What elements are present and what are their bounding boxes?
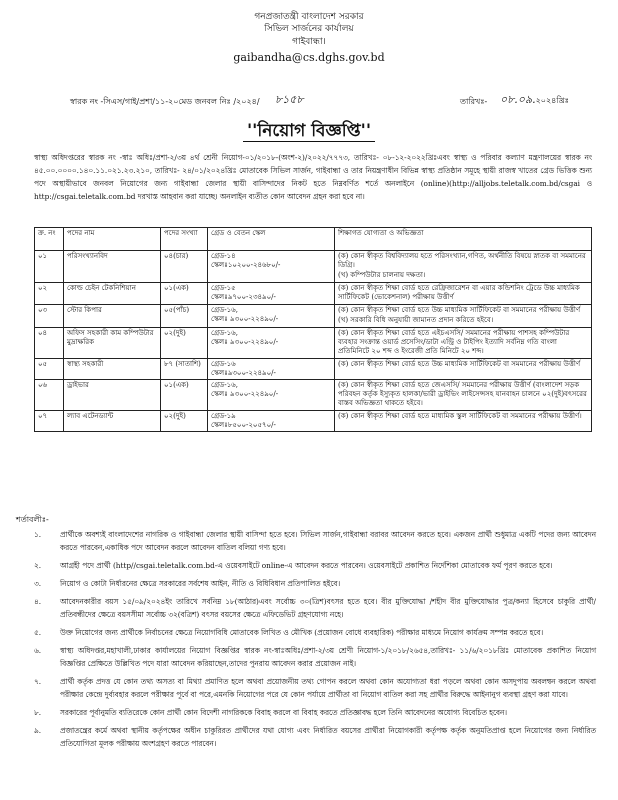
condition-item <box>34 559 596 572</box>
date-handwritten: ০৮.০৯.২০২৪খ্রিঃ <box>500 93 569 106</box>
row-serial: ০২ <box>35 283 64 305</box>
condition-item <box>34 706 596 719</box>
condition-number: ৮. <box>34 708 42 717</box>
qualification-item: (খ) কম্পিউটার চালনায় দক্ষতা। <box>338 271 426 279</box>
table-row <box>35 359 592 380</box>
condition-text: নিয়োগ ও কোটা নির্ধারনের ক্ষেত্রে সরকারের সর্বশেষ আইন, নীতি ও বিধিবিধান প্রতিপালিত হইবে। <box>60 579 341 588</box>
office-location: গাইবান্ধা। <box>292 37 326 47</box>
condition-text: প্রজাতন্ত্রের কর্মে অথবা স্থানীয় কর্তৃপক্ষের অধীন চাকুরিরত প্রার্থীদের যথা যোগ্য এবং নির্ধারিত বয়সের প্রার্থীরা নিয়োগকারী কর্তৃপক্ষ কর্তৃক অনুমতিপ্রাপ্ত হলে নিয়োগের জন্য নির্ধারিত প্রতিযোগিতা মূলক পরীক্ষায় অংশগ্রহণ করতে পারবেন। <box>60 726 596 748</box>
govt-name: গনপ্রজাতন্ত্রী বাংলাদেশ সরকার <box>254 12 364 22</box>
condition-number: ৯. <box>34 726 42 735</box>
qualification-item: (ক) কোন স্বীকৃত শিক্ষা বোর্ড হতে মাধ্যমিক স্কুল সার্টিফিকেট বা সমমানের পরীক্ষায় উত্তীর্ণ। <box>338 412 582 420</box>
condition-item <box>34 675 596 701</box>
condition-number: ৭. <box>34 677 42 686</box>
office-email: gaibandha@cs.dghs.gov.bd <box>233 51 385 64</box>
row-scale: স্কেলঃ৯৩০০-২২৪৯০/- <box>211 369 276 377</box>
condition-text: সরকারের পূর্বানুমতি ব্যতিরেকে কোন প্রার্থী কোন বিদেশী নাগরিককে বিবাহ করলে বা বিবাহ করতে প্রতিজ্ঞাবদ্ধ হলে তিনি আবেদনের অযোগ্য বিবেচিত হবেন। <box>60 708 507 717</box>
row-serial: ০৭ <box>35 411 64 432</box>
row-grade: গ্রেড-১৬, <box>211 329 238 337</box>
row-grade-scale <box>208 359 335 380</box>
row-post-count: ৮৭ (সাতাশি) <box>161 359 208 380</box>
row-serial: ০১ <box>35 251 64 283</box>
row-serial: ০৩ <box>35 305 64 328</box>
qualification-item: (ক) কোন স্বীকৃত শিক্ষা বোর্ড হতে রেফ্রিজারেশন বা এয়ার কন্ডিশনিং ট্রেডে উচ্চ মাধ্যমিক সার্টিফিকেট (ভোকেশনাল) পরীক্ষায় উত্তীর্ণ <box>338 284 580 301</box>
row-post-name: কোল্ড চেইন টেকনিশিয়ান <box>64 283 161 305</box>
row-serial: ০৫ <box>35 359 64 380</box>
row-grade-scale <box>208 283 335 305</box>
row-post-count: ০৪(চার) <box>161 251 208 283</box>
condition-item <box>34 644 596 670</box>
table-row <box>35 283 592 305</box>
table-row <box>35 305 592 328</box>
condition-number: ২. <box>34 561 42 570</box>
condition-text: আগ্রহী পদে প্রার্থী (http//csgai.teletalk.com.bd-এ ওয়েবসাইটে online-এ আবেদন করতে পারবেন। ওয়েবসাইটে প্রকাশিত নির্দেশিকা মোতাবেক ফর্ম পূরণ করতে হবে। <box>60 561 553 570</box>
qualification-item: (খ) সরকারি বিধি অনুযায়ী জামানত প্রদান করিতে হইবে। <box>338 316 494 324</box>
row-qualification <box>335 359 592 380</box>
table-row <box>35 328 592 359</box>
row-qualification <box>335 380 592 411</box>
condition-number: ৪. <box>34 597 42 606</box>
row-grade-scale <box>208 380 335 411</box>
qualification-item: (ক) কোন স্বীকৃত বিশ্ববিদ্যালয় হতে পরিসংখ্যান,গণিত, অর্থনীতি বিষয়ে স্নাতক বা সমমানের ডিগ্রি। <box>338 252 586 269</box>
condition-number: ৫. <box>34 628 42 637</box>
table-header-row <box>35 228 592 251</box>
col-qualification: শিক্ষাগত যোগ্যতা ও অভিজ্ঞতা <box>335 228 592 251</box>
posts-table <box>34 227 592 432</box>
row-grade: গ্রেড-১৬, <box>211 306 238 314</box>
col-post-name: পদের নাম <box>64 228 161 251</box>
row-post-count: ০২(দুই) <box>161 411 208 432</box>
row-grade-scale <box>208 328 335 359</box>
row-serial: ০৪ <box>35 328 64 359</box>
conditions-list <box>34 528 596 755</box>
row-grade-scale <box>208 251 335 283</box>
condition-item <box>34 528 596 554</box>
condition-text: প্রার্থী কর্তৃক প্রদত্ত যে কোন তথ্য অসত্য বা মিথ্যা প্রমাণিত হলে অথবা প্রয়োজনীয় তথ্য গোপন করলে অথবা কোন অযোগ্যতা ধরা পড়লে অথবা কোন অসদুপায় অবলম্বন করলে অথবা পরীক্ষার কেন্দ্রে দুর্ব্যবহার করলে পরীক্ষার পূর্বে বা পরে,এমনকি নিয়োগের পরে যে কোন পর্যায়ে প্রার্থীতা বা নিয়োগ বাতিল করা সহ প্রার্থীর বিরুদ্ধে আইনানুগ ব্যবস্থা গ্রহণ করা যাবে। <box>60 677 596 699</box>
condition-item <box>34 724 596 750</box>
qualification-item: (ক) কোন স্বীকৃত শিক্ষা বোর্ড হতে উচ্চ মাধ্যমিক সার্টিফিকেট বা সমমানের পরীক্ষায় উত্তীর্ণ <box>338 306 581 314</box>
row-serial: ০৬ <box>35 380 64 411</box>
col-post-count: পদের সংখ্যা <box>161 228 208 251</box>
row-post-name: স্বাস্থ্য সহকারী <box>64 359 161 380</box>
table-row <box>35 380 592 411</box>
row-scale: স্কেলঃ৯৭০০-২৩৪৯০/- <box>211 293 276 301</box>
row-grade-scale <box>208 411 335 432</box>
condition-item <box>34 626 596 639</box>
condition-text: স্বাস্থ্য অধিদপ্তর,মহাখালী,ঢাকার কার্যালয়ের নিয়োগ বিজ্ঞপ্তির স্বারক নং-স্বাঃঅধিঃ/প্রশা-২/৩য় শ্রেণী নিয়োগ-১/২০১৮/২৬৫৪,তারিখঃ- ১১/৬/২০১৮খ্রিঃ মোতাবেক প্রকাশিত নিয়োগ বিজ্ঞপ্তির প্রেক্ষিতে উল্লিখিত পদে যারা আবেদন করিয়াছেন,তাদের পুনরায় আবেদন করার প্রয়োজন নাই। <box>60 646 596 668</box>
row-post-count: ০১(এক) <box>161 380 208 411</box>
row-post-count: ০২(দুই) <box>161 328 208 359</box>
memo-number: স্বারক নং -সিএস/গাই/প্রশা/১১-২০মেড জনবল নিঃ /২০২৪/ <box>70 97 260 106</box>
col-serial: ক্র. নং <box>35 228 64 251</box>
row-scale: স্কেলঃ ৯৩০০-২২৪৯০/- <box>211 338 279 346</box>
row-post-name: ল্যাব এটেনড্যান্ট <box>64 411 161 432</box>
row-grade: গ্রেড-১৬, <box>211 381 238 389</box>
condition-number: ৩. <box>34 579 42 588</box>
row-scale: স্কেলঃ ৯৩০০-২২৪৯০/- <box>211 390 279 398</box>
row-grade: গ্রেড-১৬ <box>211 360 236 368</box>
conditions-heading: শর্তাবলীঃ- <box>16 515 49 524</box>
row-post-count: ০৫(পাঁচ) <box>161 305 208 328</box>
col-grade-scale: গ্রেড ও বেতন স্কেল <box>208 228 335 251</box>
condition-text: আবেদনকারীর বয়স ১৫/০৯/২০২৪ইং তারিখে সর্বনিম্ন ১৮(আঠার)এবং সর্বোচ্চ ৩০(ত্রিশ)বৎসর হতে হবে। বীর মুক্তিযোদ্ধা /শহীদ বীর মুক্তিযোদ্ধার পুত্র/কন্যা হিসেবে চাকুরি প্রার্থী/ প্রতিবন্ধীদের ক্ষেত্রে বয়সসীমা সর্বোচ্চ ৩২(বত্রিশ) বৎসর বয়সের ক্ষেত্রে এফিডেভিট গ্রহণযোগ্য নহে। <box>60 597 596 619</box>
memo-handwritten-number: ৮১৫৮ <box>275 93 304 106</box>
notice-intro: স্বাস্থ্য অধিদপ্তরের স্বারক নং -স্বাঃ অধিঃ/প্রশা-২/৩য় ৪র্থ শ্রেনী নিয়োগ-০১/২০১৮-(অংশ-২)/২০২২/৭৭৭৩, তারিখঃ- ০৮-১২-২০২২খ্রিঃএবং স্বাস্থ্য ও পরিবার কল্যাণ মন্ত্রণালয়ের স্বারক নং ৪৫.০০.০০০০.১৪০.১১.০২১.২৩.২১০, তারিখঃ- ২৪/০১/২০২৪খ্রিঃ মোতাবেক সিভিল সার্জন, গাইবান্ধা ও তার নিয়ন্ত্রণাধীন বিভিন্ন স্বাস্থ্য প্রতিষ্ঠান সমূহে স্থায়ী রাজস্ব খাতের গ্রেড ভিত্তিক শুন্য পদে অস্থায়ীভাবে জনবল নিয়োগের জন্য গাইবান্ধা জেলার স্থায়ী বাসিন্দাদের নিকট হতে নিম্নবর্ণিত শর্তে অনলাইনে (online)(http://alljobs.teletalk.com.bd/csgai ও http://csgai.teletalk.com.bd দরখাস্ত আহবান করা যাচ্ছে। অনলাইন ব্যতীত কোন আবেদন গ্রহন করা হবে না। <box>34 153 592 201</box>
row-qualification <box>335 283 592 305</box>
row-grade-scale <box>208 305 335 328</box>
row-qualification <box>335 328 592 359</box>
row-qualification <box>335 251 592 283</box>
row-post-name: স্টোর কিপার <box>64 305 161 328</box>
row-grade: গ্রেড-১৯ <box>211 412 236 420</box>
office-name: সিভিল সার্জনের কার্যালয় <box>264 24 354 34</box>
row-post-count: ০১(এক) <box>161 283 208 305</box>
condition-text: উক্ত নিয়োগের জন্য প্রার্থীকে নির্বাচনের ক্ষেত্রে নিয়োগবিধি মোতাবেক লিখিত ও মৌখিক (প্রয়োজন বোধে ব্যবহারিক) পরীক্ষার মাধ্যমে নিয়োগ কার্যক্রম সম্পন্ন করতে হবে। <box>60 628 544 637</box>
condition-text: প্রার্থীকে অবশ্যই বাংলাদেশের নাগরিক ও গাইবান্ধা জেলার স্থায়ী বাসিন্দা হতে হবে। সিভিল সার্জন,গাইবান্ধা বরাবর আবেদন করতে হবে। একজন প্রার্থী শুধুমাত্র একটি পদের জন্য আবেদন করতে পারবেন,একাধিক পদে আবেদন করলে আবেদন বাতিল বলিয়া গণ্য হবে। <box>60 530 596 552</box>
table-row <box>35 411 592 432</box>
row-grade: গ্রেড-১৫ <box>211 284 236 292</box>
row-qualification <box>335 411 592 432</box>
table-row <box>35 251 592 283</box>
row-post-name: পরিসংখ্যানবিদ <box>64 251 161 283</box>
date-label: তারিখঃ- <box>460 97 488 106</box>
row-scale: স্কেলঃ১০২০০-২৪৬৮০/- <box>211 261 281 269</box>
row-scale: স্কেলঃ৮৫০০-২০৫৭০/- <box>211 421 276 429</box>
qualification-item: (ক) কোন স্বীকৃত শিক্ষা বোর্ড হতে উচ্চ মাধ্যমিক সার্টিফিকেট বা সমমানের পরীক্ষায় উত্তীর্ণ <box>338 360 581 368</box>
condition-item <box>34 595 596 621</box>
row-scale: স্কেলঃ ৯৩০০-২২৪৯০/- <box>211 315 279 323</box>
row-post-name: অফিস সহকারী কাম কম্পিউটার মুদ্রাক্ষরিক <box>64 328 161 359</box>
qualification-item: (ক) কোন স্বীকৃত শিক্ষা বোর্ড হতে জেএসসি/ সমমানের পরীক্ষায় উত্তীর্ণ (বাংলাদেশ সড়ক পরিবহন কর্তৃক ইস্যুকৃত হালকা/ভারী ড্রাইভিং লাইসেন্সসহ যানবাহন চালনে ০২(দুই)বৎসরের বাস্তব অভিজ্ঞতা থাকতে হইবে। <box>338 381 587 407</box>
condition-number: ১. <box>34 530 42 539</box>
notice-title: ''নিয়োগ বিজ্ঞপ্তি'' <box>0 118 618 146</box>
row-post-name: ড্রাইভার <box>64 380 161 411</box>
row-qualification <box>335 305 592 328</box>
condition-item <box>34 577 596 590</box>
qualification-item: (ক) কোন স্বীকৃত শিক্ষা বোর্ড হতে এইচএসসি/ সমমানের পরীক্ষায় পাশসহ কম্পিউটার ব্যবহার সংক্রান্ত ওয়ার্ড প্রসেসিং/ডাটা এন্ট্রি ও টাইপিং ইত্যাদি সর্বনিম্ন গতি বাংলা প্রতিমিনিটে ২০ শব্দ ও ইংরেজী প্রতি মিনিটে ২০ শব্দ। <box>338 329 570 355</box>
posts-table-body <box>35 251 592 432</box>
condition-number: ৬. <box>34 646 42 655</box>
row-grade: গ্রেড-১৪ <box>211 252 236 260</box>
